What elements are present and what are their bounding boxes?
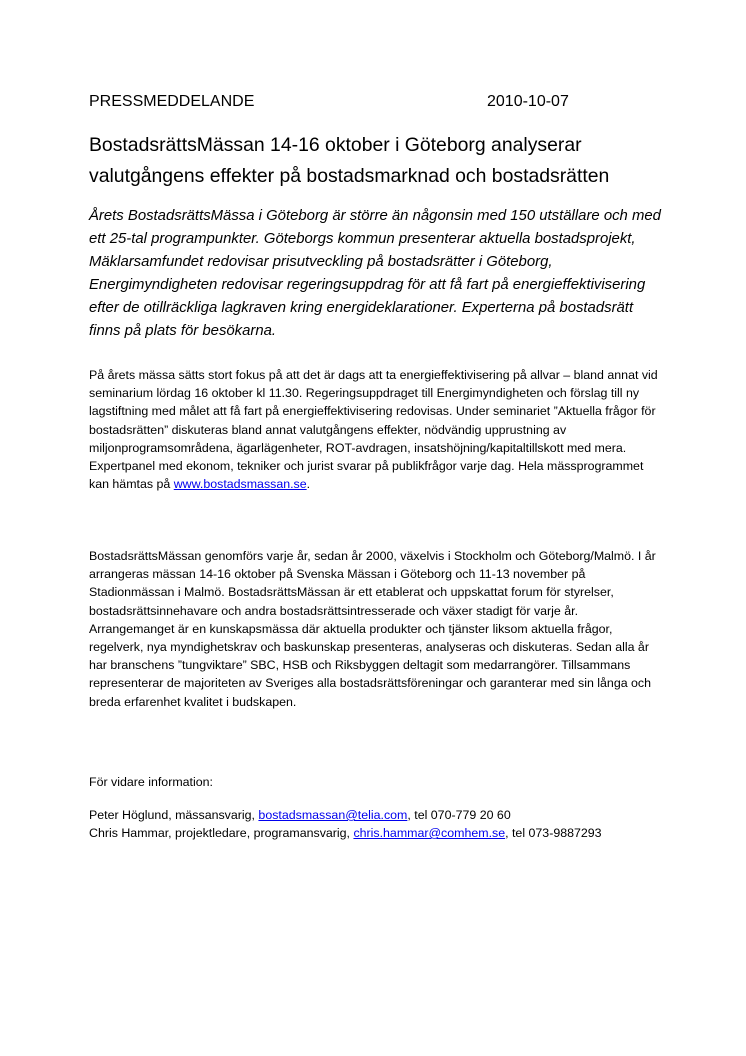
body-paragraph-2: BostadsrättsMässan genomförs varje år, sedan år 2000, växelvis i Stockholm och Göteborg/Malmö. I år arrangeras mässan 14-16 oktober på Svenska Mässan i Göteborg och 11-13 november på Stadionmässan i Malmö. BostadsrättsMässan är ett etablerat och uppskattat forum för styrelser, bostadsrättsinnehavare och andra bostadsrättsintresserade och växer stadigt för varje år. Arrangemanget är en kunskapsmässa där aktuella produkter och tjänster liksom aktuella frågor, regelverk, nya myndighetskrav och baskunskap presenteras, analyseras och diskuteras. Sedan alla år har branschens ”tungviktare” SBC, HSB och Riksbyggen deltagit som medarrangörer. Tillsammans representerar de majoriteten av Sveriges alla bostadsrättsföreningar och garanterar med sin långa och breda erfarenhet kvalitet i budskapen. [89, 549, 656, 709]
contact-1 [89, 808, 511, 822]
website-link[interactable]: www.bostadsmassan.se [173, 477, 307, 492]
contact-2-email-link[interactable]: chris.hammar@comhem.se [353, 826, 506, 841]
release-date: 2010-10-07 [487, 93, 569, 110]
paragraph-1-text: På årets mässa sätts stort fokus på att det är dags att ta energieffektivisering på allvar – bland annat vid seminarium lördag 16 oktober kl 11.30. Regeringsuppdraget till Energimyndigheten och förslag till ny lagstiftning med målet att få fart på energieffektivisering redovisas. Under seminariet ”Aktuella frågor för bostadsrätten” diskuteras bland annat valutgångens effekter, nödvändig upprustning av miljonprogramsområdena, ägarlägenheter, ROT-avdragen, insatshöjning/kapitaltillskott med mera. Expertpanel med ekonom, tekniker och jurist svarar på publikfrågor varje dag. Hela mässprogrammet kan hämtas på [89, 368, 658, 492]
info-label: För vidare information: [89, 775, 213, 789]
contact-1-email-link[interactable]: bostadsmassan@telia.com [258, 808, 408, 822]
contact-1-prefix: Peter Höglund, mässansvarig, [89, 808, 259, 822]
paragraph-1-end: . [306, 477, 311, 492]
contact-1-suffix: , tel 070-779 20 60 [407, 808, 511, 822]
body-paragraph-1 [89, 366, 661, 493]
contact-2-suffix: , tel 073-9887293 [505, 826, 602, 841]
contact-2-prefix: Chris Hammar, projektledare, programansvarig, [89, 826, 354, 841]
contact-block [89, 806, 661, 842]
lead-paragraph: Årets BostadsrättsMässa i Göteborg är större än någonsin med 150 utställare och med ett 25-tal programpunkter. Göteborgs kommun presenterar aktuella bostadsprojekt, Mäklarsamfundet redovisar prisutveckling på bostadsrätter i Göteborg, Energimyndigheten redovisar regeringsuppdrag för att få fart på energieffektivisering efter de otillräckliga lagkraven kring energideklarationer. Experterna på bostadsrätt finns på plats för besökarna. [89, 208, 661, 339]
headline: BostadsrättsMässan 14-16 oktober i Göteborg analyserar valutgångens effekter på bostadsmarknad och bostadsrätten [89, 134, 610, 187]
press-release-label: PRESSMEDDELANDE [89, 93, 255, 110]
contact-2 [89, 826, 602, 840]
document-header [89, 91, 661, 113]
